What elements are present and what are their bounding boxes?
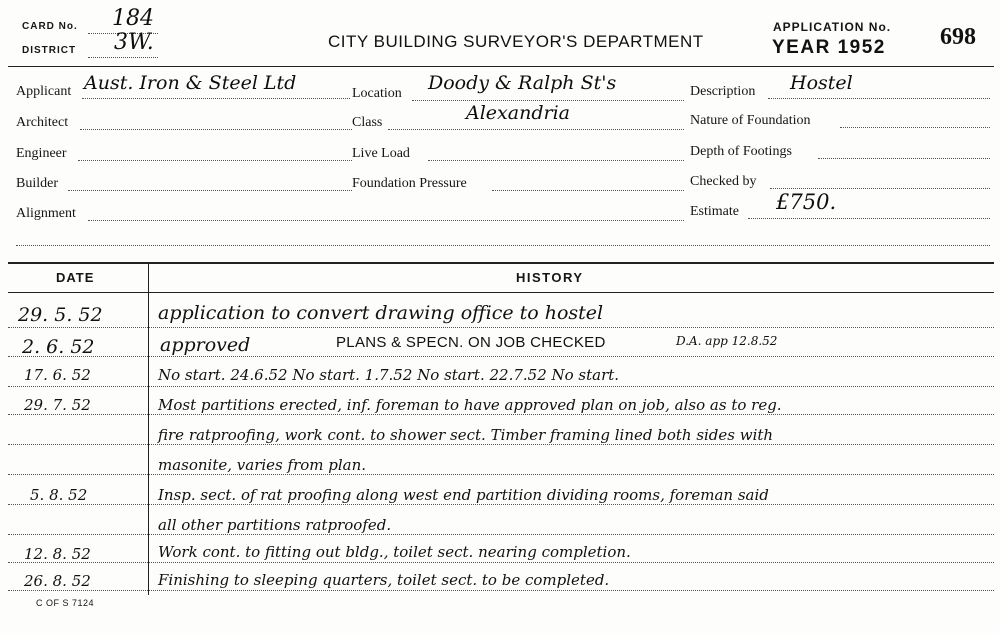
estimate-value: £750.	[776, 190, 837, 214]
estimate-label: Estimate	[690, 204, 739, 219]
alignment-line	[88, 220, 684, 221]
card-no-value: 184	[112, 6, 154, 31]
checked-by-line	[770, 188, 990, 189]
class-value: Alexandria	[466, 102, 570, 124]
architect-line	[80, 129, 352, 130]
description-label: Description	[690, 84, 756, 99]
location-line	[412, 100, 684, 101]
history-entry: Finishing to sleeping quarters, toilet sect. to be completed.	[158, 571, 610, 589]
date-header: DATE	[56, 270, 95, 285]
history-date: 12. 8. 52	[24, 545, 91, 563]
row-line	[8, 386, 994, 387]
history-entry: approved	[160, 334, 251, 356]
row-line	[8, 414, 994, 415]
history-entry: Insp. sect. of rat proofing along west end partition dividing rooms, foreman said	[158, 486, 769, 504]
application-label: APPLICATION No.	[773, 20, 892, 34]
table-top-rule	[8, 262, 994, 264]
nature-of-foundation-label: Nature of Foundation	[690, 113, 811, 128]
district-value: 3W.	[114, 30, 154, 55]
history-entry: masonite, varies from plan.	[158, 456, 367, 474]
history-date: 26. 8. 52	[24, 572, 91, 590]
row-line	[8, 590, 994, 591]
row-line	[8, 562, 994, 563]
row-line	[8, 356, 994, 357]
history-entry: all other partitions ratproofed.	[158, 516, 392, 534]
row-line	[8, 444, 994, 445]
class-label: Class	[352, 115, 383, 130]
foundation-pressure-label: Foundation Pressure	[352, 176, 467, 191]
department-title: CITY BUILDING SURVEYOR'S DEPARTMENT	[328, 32, 704, 51]
history-entry: application to convert drawing office to hostel	[158, 302, 604, 324]
row-line	[8, 534, 994, 535]
row-line	[8, 504, 994, 505]
stamp-note: D.A. app 12.8.52	[676, 334, 778, 348]
history-date: 29. 5. 52	[18, 304, 103, 326]
district-line	[88, 57, 158, 58]
applicant-label: Applicant	[16, 84, 72, 99]
history-date: 2. 6. 52	[22, 336, 95, 358]
nature-of-foundation-line	[840, 127, 990, 128]
depth-of-footings-line	[818, 158, 990, 159]
district-label: DISTRICT	[22, 45, 77, 56]
row-line	[8, 327, 994, 328]
applicant-line	[82, 98, 350, 99]
history-date: 29. 7. 52	[24, 396, 91, 414]
history-entry: fire ratproofing, work cont. to shower sect. Timber framing lined both sides with	[158, 426, 774, 444]
location-label: Location	[352, 86, 402, 101]
class-line	[388, 129, 684, 130]
plans-checked-stamp: PLANS & SPECN. ON JOB CHECKED	[336, 334, 606, 351]
builder-label: Builder	[16, 176, 58, 191]
application-number: 698	[940, 24, 976, 50]
depth-of-footings-label: Depth of Footings	[690, 144, 792, 159]
live-load-label: Live Load	[352, 146, 410, 161]
history-entry: Work cont. to fitting out bldg., toilet sect. nearing completion.	[158, 543, 631, 561]
engineer-label: Engineer	[16, 146, 67, 161]
form-code: C OF S 7124	[36, 598, 95, 608]
live-load-line	[428, 160, 684, 161]
builder-line	[68, 190, 352, 191]
history-entry: Most partitions erected, inf. foreman to have approved plan on job, also as to reg.	[158, 396, 782, 414]
extra-field-line	[16, 245, 990, 246]
year-label: YEAR 1952	[772, 37, 886, 58]
card-no-label: CARD No.	[22, 21, 78, 32]
row-line	[8, 474, 994, 475]
estimate-line	[748, 218, 990, 219]
date-column-rule	[148, 262, 149, 595]
history-date: 5. 8. 52	[30, 486, 88, 504]
header-rule	[8, 66, 994, 67]
foundation-pressure-line	[492, 190, 684, 191]
architect-label: Architect	[16, 115, 69, 130]
alignment-label: Alignment	[16, 206, 76, 221]
checked-by-label: Checked by	[690, 174, 757, 189]
engineer-line	[78, 160, 352, 161]
description-value: Hostel	[790, 72, 853, 94]
history-header: HISTORY	[516, 270, 584, 285]
history-entry: No start. 24.6.52 No start. 1.7.52 No start. 22.7.52 No start.	[158, 366, 620, 384]
history-date: 17. 6. 52	[24, 366, 91, 384]
table-header-rule	[8, 292, 994, 293]
location-value: Doody & Ralph St's	[428, 72, 617, 94]
description-line	[768, 98, 990, 99]
applicant-value: Aust. Iron & Steel Ltd	[84, 72, 297, 94]
